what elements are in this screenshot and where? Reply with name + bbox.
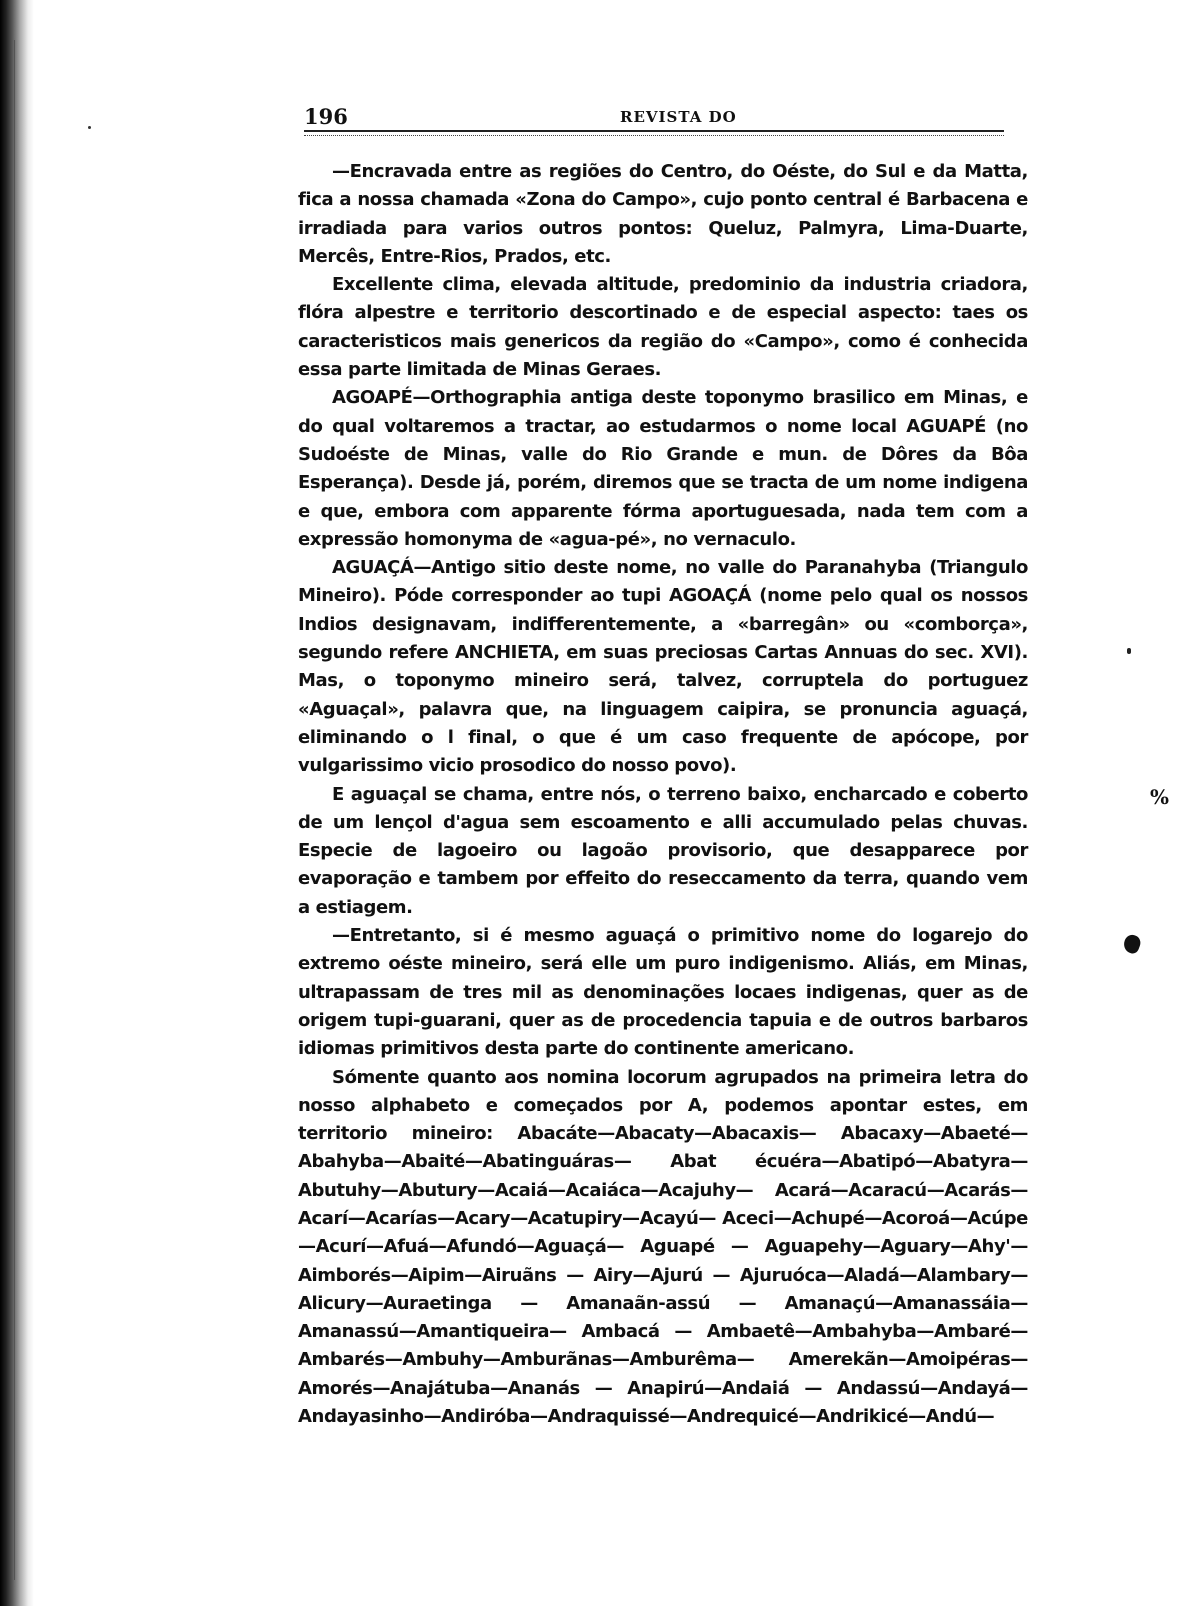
paragraph-aguaca: AGUAÇÁ—Antigo sitio deste nome, no valle do Paranahyba (Triangulo Mineiro). Póde corresponder ao tupi AGOAÇÁ (nome pelo qual os nossos Indios designavam, indifferentemente, a «barregân» ou «comborça», segundo refere ANCHIETA, em suas preciosas Cartas Annuas do sec. XVI). Mas, o toponymo mineiro será, talvez, corruptela do portuguez «Aguaçal», palavra que, na linguagem caipira, se pronuncia aguaçá, eliminando o l final, o que é um caso frequente de apócope, por vulgarissimo vicio prosodico do nosso povo). xyxy=(298,557,1028,777)
spine-edge-line xyxy=(14,40,15,1580)
page-number: 196 xyxy=(304,104,348,129)
paragraph-entretanto: —Entretanto, si é mesmo aguaçá o primitivo nome do logarejo do extremo oéste mineiro, será elle um puro indigenismo. Aliás, em Minas, ultrapassam de tres mil as denominações locaes indigenas, quer as de origem tupi-guarani, quer as de procedencia tapuia e de outros barbaros idiomas primitivos desta parte do continente americano. xyxy=(298,925,1028,1060)
paragraph-aguacal: E aguaçal se chama, entre nós, o terreno baixo, encharcado e coberto de um lençol d'agua sem escoamento e alli accumulado pelas chuvas. Especie de lagoeiro ou lagoão provisorio, que desapparece por evaporação e tambem por effeito do reseccamento da terra, quando vem a estiagem. xyxy=(298,783,1028,918)
paragraph-agoape: AGOAPÉ—Orthographia antiga deste toponymo brasilico em Minas, e do qual voltaremos a tractar, ao estudarmos o nome local AGUAPÉ (no Sudoéste de Minas, valle do Rio Grande e mun. de Dôres da Bôa Esperança). Desde já, porém, diremos que se tracta de um nome indigena e que, embora com apparente fórma aportuguesada, nada tem com a expressão homonyma de «agua-pé», no vernaculo. xyxy=(298,387,1028,550)
page-header xyxy=(298,100,1028,130)
running-head: REVISTA DO xyxy=(620,108,737,126)
paragraph-clima: Excellente clima, elevada altitude, predominio da industria criadora, flóra alpestre e territorio descortinado e de especial aspecto: taes os caracteristicos mais genericos da região do «Campo», como é conhecida essa parte limitada de Minas Geraes. xyxy=(298,274,1028,381)
header-rule xyxy=(304,130,1004,136)
margin-mark: % xyxy=(1150,785,1170,809)
ink-blot xyxy=(1121,933,1142,955)
page-content xyxy=(298,100,1028,1431)
body-text xyxy=(298,158,1028,1431)
speck-mark xyxy=(88,126,91,129)
paragraph-nomina-locorum: Sómente quanto aos nomina locorum agrupados na primeira letra do nosso alphabeto e começados por A, podemos apontar estes, em territorio mineiro: Abacáte—Abacaty—Abacaxis— Abacaxy—Abaeté—Abahyba—Abaité—Abatinguáras— Abat écuéra—Abatipó—Abatyra—Abutuhy—Abutury—Acaiá—Acaiáca—Acajuhy— Acará—Acaracú—Acarás—Acarí—Acarías—Acary—Acatupiry—Acayú— Aceci—Achupé—Acoroá—Acúpe—Acurí—Afuá—Afundó—Aguaçá— Aguapé — Aguapehy—Aguary—Ahy'—Aimborés—Aipim—Airuãns — Airy—Ajurú — Ajuruóca—Aladá—Alambary—Alicury—Auraetinga — Amanaãn-assú — Amanaçú—Amanassáia—Amanassú—Amantiqueira— Ambacá — Ambaetê—Ambahyba—Ambaré—Ambarés—Ambuhy—Amburãnas—Amburêma— Amerekãn—Amoipéras—Amorés—Anajátuba—Ananás — Anapirú—Andaiá — Andassú—Andayá—Andayasinho—Andiróba—Andraquissé—Andrequicé—Andrikicé—Andú— xyxy=(298,1066,1028,1428)
margin-speck xyxy=(1127,648,1131,654)
paragraph-zona-do-campo: —Encravada entre as regiões do Centro, do Oéste, do Sul e da Matta, fica a nossa chamada «Zona do Campo», cujo ponto central é Barbacena e irradiada para varios outros pontos: Queluz, Palmyra, Lima-Duarte, Mercês, Entre-Rios, Prados, etc. xyxy=(298,161,1028,267)
book-spine-shadow xyxy=(0,0,34,1606)
